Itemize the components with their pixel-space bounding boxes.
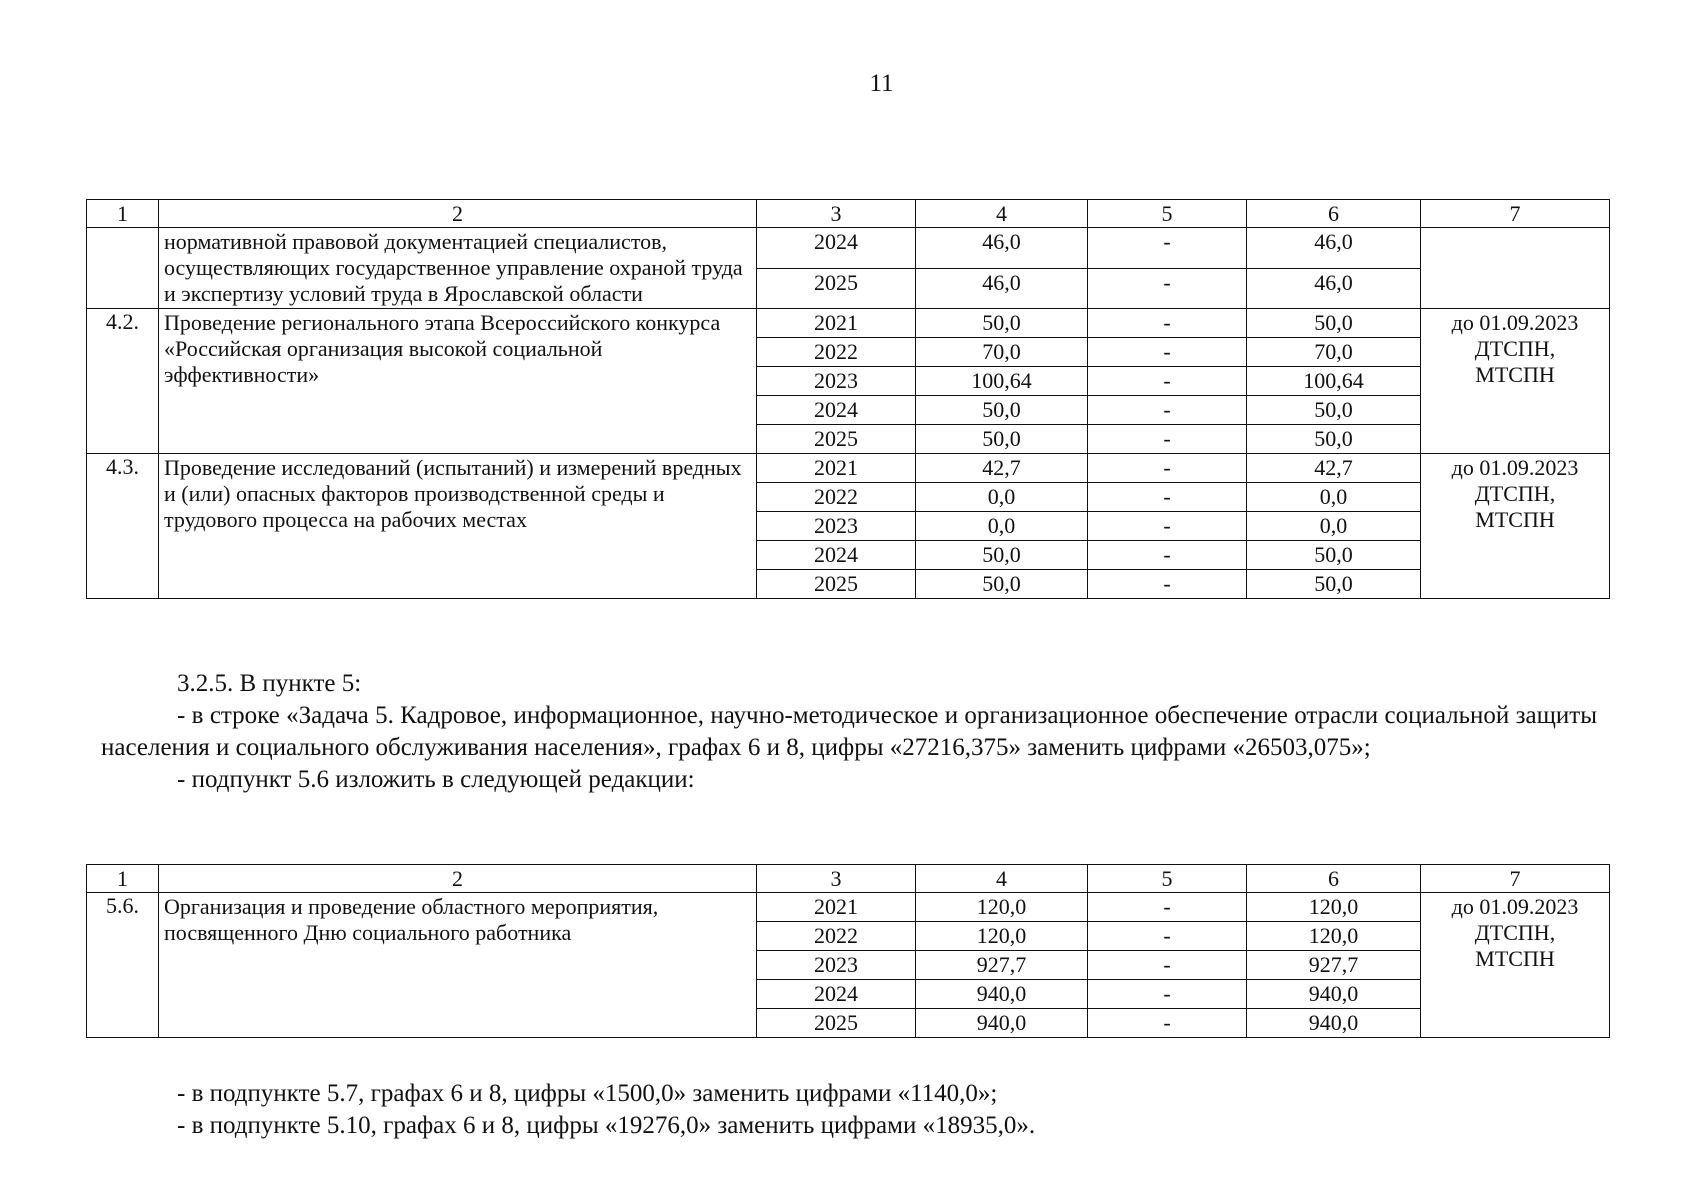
year-cell: 2024 (757, 396, 916, 425)
col4-value: 50,0 (916, 570, 1088, 599)
responsible-cell (1421, 454, 1610, 599)
col4-value: 70,0 (916, 338, 1088, 367)
responsible-cell (1421, 309, 1610, 454)
col5-value: - (1088, 922, 1247, 951)
col5-value: - (1088, 425, 1247, 454)
col5-value: - (1088, 980, 1247, 1009)
col6-value: 0,0 (1247, 512, 1421, 541)
col4-value: 50,0 (916, 425, 1088, 454)
col4-value: 42,7 (916, 454, 1088, 483)
year-cell: 2022 (757, 483, 916, 512)
col4-value: 0,0 (916, 483, 1088, 512)
header-col-5: 5 (1088, 865, 1247, 893)
year-cell: 2023 (757, 951, 916, 980)
amendment-paragraph-2 (101, 1078, 1597, 1142)
col6-value: 120,0 (1247, 893, 1421, 922)
responsible-line: ДТСПН, (1474, 920, 1556, 945)
table-program-measure-5-6 (86, 864, 1610, 1038)
responsible-line: МТСПН (1475, 507, 1555, 532)
col5-value: - (1088, 541, 1247, 570)
col5-value: - (1088, 338, 1247, 367)
responsible-line: до 01.09.2023 (1451, 310, 1579, 335)
table-row (87, 454, 1610, 483)
table-row (87, 893, 1610, 922)
table2-body (87, 893, 1610, 1038)
amendment-item-5-10: - в подпункте 5.10, графах 6 и 8, цифры «19276,0» заменить цифрами «18935,0». (177, 1112, 1036, 1139)
header-col-7: 7 (1421, 200, 1610, 228)
header-col-7: 7 (1421, 865, 1610, 893)
col5-value: - (1088, 951, 1247, 980)
measure-name: нормативной правовой документацией специалистов, осуществляющих государственное управление охраной труда и экспертизу условий труда в Ярославской области (159, 228, 757, 309)
table-header-row (87, 200, 1610, 228)
col4-value: 50,0 (916, 541, 1088, 570)
col4-value: 940,0 (916, 980, 1088, 1009)
col4-value: 940,0 (916, 1009, 1088, 1038)
responsible-line: до 01.09.2023 (1451, 455, 1579, 480)
col5-value: - (1088, 512, 1247, 541)
header-col-1: 1 (87, 865, 159, 893)
header-col-2: 2 (159, 865, 757, 893)
col6-value: 927,7 (1247, 951, 1421, 980)
header-col-4: 4 (916, 865, 1088, 893)
responsible-line: МТСПН (1475, 946, 1555, 971)
header-col-5: 5 (1088, 200, 1247, 228)
header-col-1: 1 (87, 200, 159, 228)
year-cell: 2025 (757, 1009, 916, 1038)
section-heading: 3.2.5. В пункте 5: (177, 670, 362, 697)
responsible-line: ДТСПН, (1474, 336, 1556, 361)
header-col-6: 6 (1247, 865, 1421, 893)
year-cell: 2024 (757, 228, 916, 269)
table-row (87, 309, 1610, 338)
measure-name: Проведение регионального этапа Всероссийского конкурса «Российская организация высокой социальной эффективности» (159, 309, 757, 454)
year-cell: 2022 (757, 338, 916, 367)
table-row (87, 228, 1610, 269)
table1-body (87, 228, 1610, 599)
col4-value: 927,7 (916, 951, 1088, 980)
col5-value: - (1088, 268, 1247, 309)
year-cell: 2024 (757, 980, 916, 1009)
col5-value: - (1088, 1009, 1247, 1038)
header-col-3: 3 (757, 865, 916, 893)
year-cell: 2023 (757, 512, 916, 541)
year-cell: 2021 (757, 893, 916, 922)
measure-number: 4.2. (87, 309, 159, 454)
year-cell: 2024 (757, 541, 916, 570)
col6-value: 50,0 (1247, 570, 1421, 599)
col4-value: 0,0 (916, 512, 1088, 541)
measure-number (87, 228, 159, 309)
responsible-line: до 01.09.2023 (1451, 894, 1579, 919)
col6-value: 100,64 (1247, 367, 1421, 396)
responsible-cell (1421, 228, 1610, 309)
col6-value: 46,0 (1247, 268, 1421, 309)
col6-value: 940,0 (1247, 980, 1421, 1009)
col6-value: 940,0 (1247, 1009, 1421, 1038)
col6-value: 42,7 (1247, 454, 1421, 483)
header-col-2: 2 (159, 200, 757, 228)
amendment-paragraph-1 (101, 668, 1597, 796)
col4-value: 100,64 (916, 367, 1088, 396)
col4-value: 50,0 (916, 396, 1088, 425)
col4-value: 120,0 (916, 893, 1088, 922)
measure-number: 5.6. (87, 893, 159, 1038)
col4-value: 46,0 (916, 268, 1088, 309)
measure-name: Организация и проведение областного мероприятия, посвященного Дню социального работника (159, 893, 757, 1038)
measure-name: Проведение исследований (испытаний) и измерений вредных и (или) опасных факторов производственной среды и трудового процесса на рабочих местах (159, 454, 757, 599)
header-col-3: 3 (757, 200, 916, 228)
table-header-row (87, 865, 1610, 893)
col4-value: 120,0 (916, 922, 1088, 951)
year-cell: 2025 (757, 570, 916, 599)
col6-value: 50,0 (1247, 396, 1421, 425)
page-number: 11 (869, 70, 894, 97)
col4-value: 50,0 (916, 309, 1088, 338)
year-cell: 2025 (757, 268, 916, 309)
col5-value: - (1088, 454, 1247, 483)
col6-value: 0,0 (1247, 483, 1421, 512)
col4-value: 46,0 (916, 228, 1088, 269)
responsible-cell (1421, 893, 1610, 1038)
year-cell: 2021 (757, 454, 916, 483)
col5-value: - (1088, 893, 1247, 922)
amendment-item-5-6: - подпункт 5.6 изложить в следующей редакции: (177, 766, 695, 793)
col6-value: 120,0 (1247, 922, 1421, 951)
header-col-4: 4 (916, 200, 1088, 228)
year-cell: 2023 (757, 367, 916, 396)
amendment-item-task5: - в строке «Задача 5. Кадровое, информационное, научно-методическое и организационное обеспечение отрасли социальной защиты населения и социального обслуживания населения», графах 6 и 8, цифры «27216,375» заменить цифрами «26503,075»; (101, 702, 1597, 761)
col5-value: - (1088, 367, 1247, 396)
col5-value: - (1088, 570, 1247, 599)
col5-value: - (1088, 483, 1247, 512)
responsible-line: МТСПН (1475, 362, 1555, 387)
header-col-6: 6 (1247, 200, 1421, 228)
measure-number: 4.3. (87, 454, 159, 599)
amendment-item-5-7: - в подпункте 5.7, графах 6 и 8, цифры «1500,0» заменить цифрами «1140,0»; (177, 1080, 998, 1107)
col5-value: - (1088, 396, 1247, 425)
col6-value: 50,0 (1247, 541, 1421, 570)
col6-value: 50,0 (1247, 425, 1421, 454)
col6-value: 70,0 (1247, 338, 1421, 367)
year-cell: 2025 (757, 425, 916, 454)
col5-value: - (1088, 309, 1247, 338)
col6-value: 46,0 (1247, 228, 1421, 269)
col6-value: 50,0 (1247, 309, 1421, 338)
col5-value: - (1088, 228, 1247, 269)
responsible-line: ДТСПН, (1474, 481, 1556, 506)
table-program-measures-4 (86, 199, 1610, 599)
year-cell: 2022 (757, 922, 916, 951)
year-cell: 2021 (757, 309, 916, 338)
